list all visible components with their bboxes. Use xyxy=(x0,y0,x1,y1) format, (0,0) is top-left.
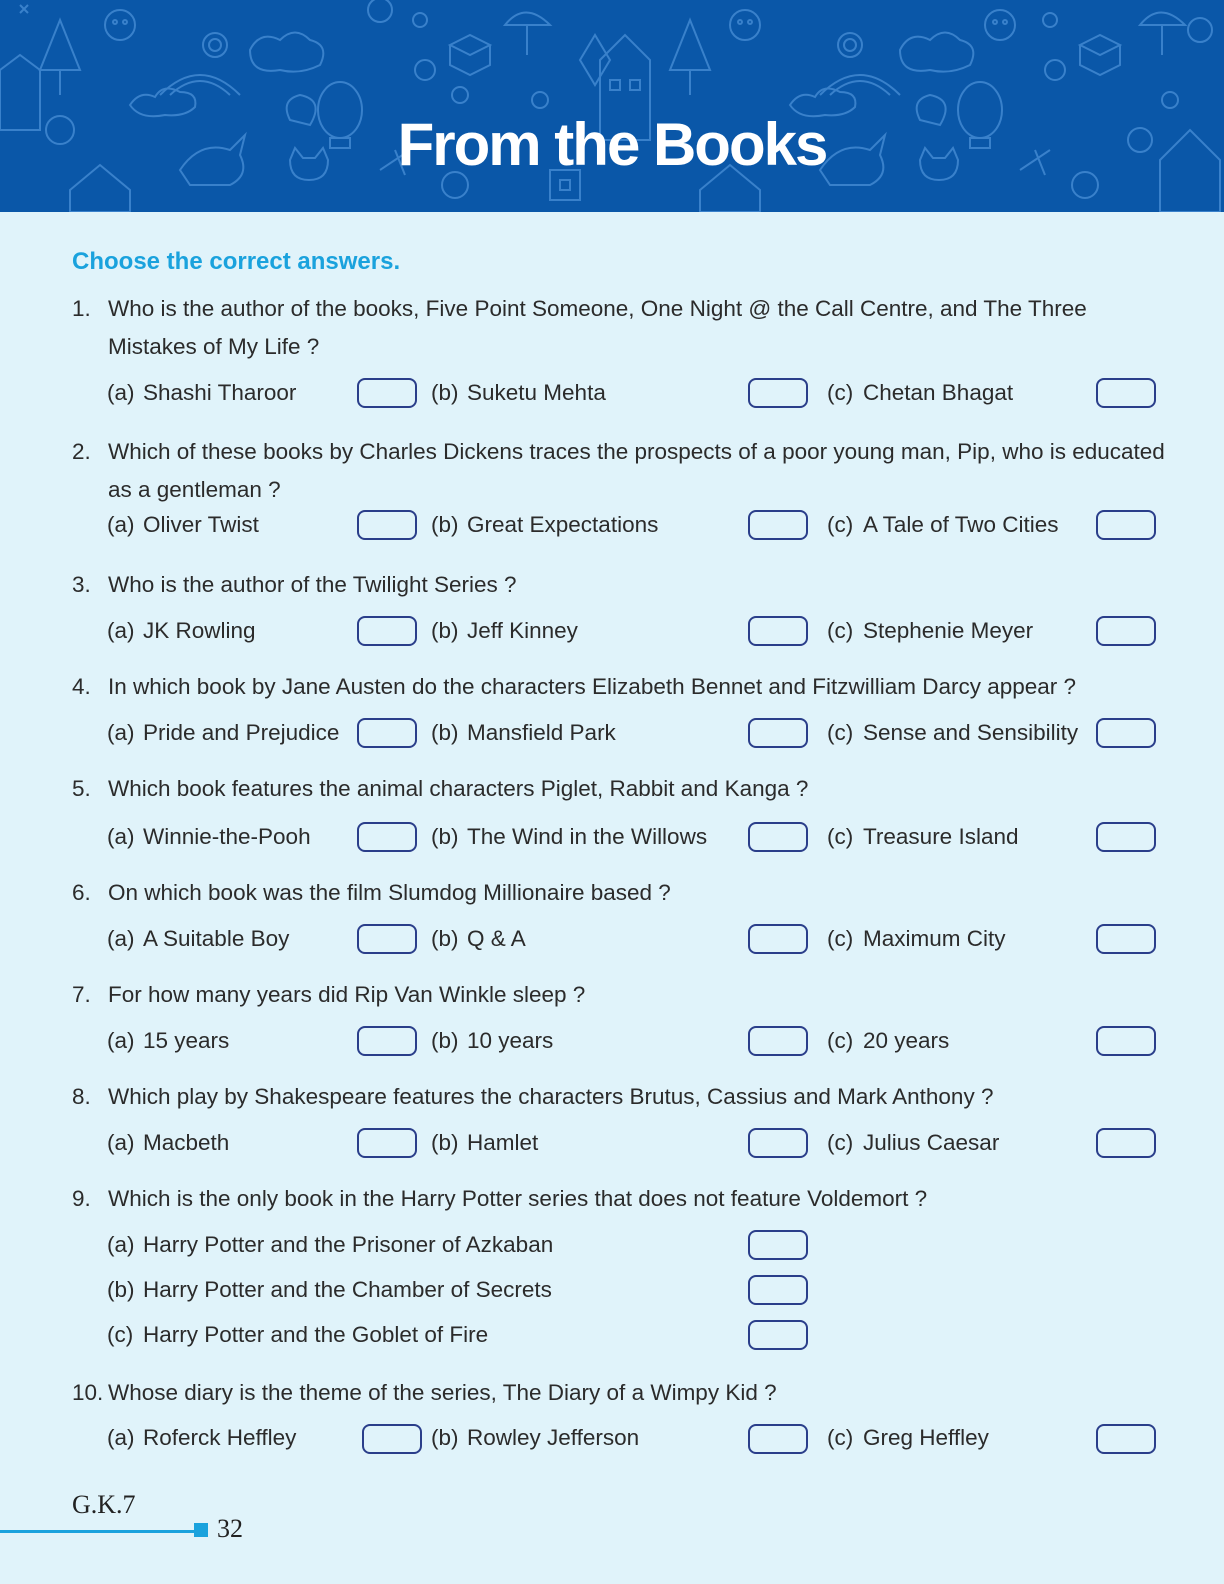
answer-box-5a[interactable] xyxy=(357,822,417,852)
answer-box-7c[interactable] xyxy=(1096,1026,1156,1056)
option-text: Oliver Twist xyxy=(143,512,259,537)
option-text: JK Rowling xyxy=(143,618,256,643)
answer-box-6b[interactable] xyxy=(748,924,808,954)
question-text: Who is the author of the Twilight Series ? xyxy=(108,572,517,597)
page-header xyxy=(0,0,1224,212)
option-8a xyxy=(107,1128,229,1158)
option-3c xyxy=(827,616,1033,646)
option-letter: (a) xyxy=(107,926,135,951)
option-letter: (a) xyxy=(107,618,135,643)
option-4a xyxy=(107,718,339,748)
option-letter: (a) xyxy=(107,1028,135,1053)
answer-box-3a[interactable] xyxy=(357,616,417,646)
option-4b xyxy=(431,718,616,748)
option-text: Julius Caesar xyxy=(863,1130,1000,1155)
question-number: 9. xyxy=(72,1186,91,1211)
option-letter: (b) xyxy=(431,926,459,951)
answer-box-4c[interactable] xyxy=(1096,718,1156,748)
option-5c xyxy=(827,822,1019,852)
option-letter: (b) xyxy=(107,1277,135,1302)
answer-box-9a[interactable] xyxy=(748,1230,808,1260)
option-9a xyxy=(107,1230,553,1260)
answer-box-1c[interactable] xyxy=(1096,378,1156,408)
option-text: Q & A xyxy=(467,926,526,951)
option-9c xyxy=(107,1320,488,1350)
option-letter: (a) xyxy=(107,1232,135,1257)
answer-box-2b[interactable] xyxy=(748,510,808,540)
answer-box-4a[interactable] xyxy=(357,718,417,748)
option-4c xyxy=(827,718,1078,748)
option-text: A Suitable Boy xyxy=(143,926,290,951)
book-code: G.K.7 xyxy=(72,1490,136,1519)
question-number: 1. xyxy=(72,296,91,321)
answer-box-2a[interactable] xyxy=(357,510,417,540)
option-text: Macbeth xyxy=(143,1130,230,1155)
option-letter: (c) xyxy=(827,618,854,643)
answer-box-6a[interactable] xyxy=(357,924,417,954)
option-letter: (c) xyxy=(827,1028,854,1053)
option-3a xyxy=(107,616,256,646)
option-text: Winnie-the-Pooh xyxy=(143,824,311,849)
option-text: Roferck Heffley xyxy=(143,1425,297,1450)
option-10b xyxy=(431,1423,639,1453)
option-3b xyxy=(431,616,578,646)
question-number: 10. xyxy=(72,1380,104,1405)
option-5b xyxy=(431,822,707,852)
footer-square-icon xyxy=(194,1523,208,1537)
option-letter: (a) xyxy=(107,512,135,537)
answer-box-3c[interactable] xyxy=(1096,616,1156,646)
answer-box-8c[interactable] xyxy=(1096,1128,1156,1158)
question-number: 6. xyxy=(72,880,91,905)
question-number: 7. xyxy=(72,982,91,1007)
option-letter: (c) xyxy=(107,1322,134,1347)
answer-box-5b[interactable] xyxy=(748,822,808,852)
option-letter: (c) xyxy=(827,1425,854,1450)
answer-box-2c[interactable] xyxy=(1096,510,1156,540)
option-1a xyxy=(107,378,296,408)
option-letter: (b) xyxy=(431,512,459,537)
question-text: Who is the author of the books, Five Point Someone, One Night @ the Call Centre, and The Three Mistakes of My Life ? xyxy=(108,296,1087,359)
option-text: Harry Potter and the Goblet of Fire xyxy=(143,1322,489,1347)
option-7c xyxy=(827,1026,949,1056)
option-5a xyxy=(107,822,311,852)
option-text: Treasure Island xyxy=(863,824,1019,849)
option-letter: (b) xyxy=(431,1130,459,1155)
option-text: Rowley Jefferson xyxy=(467,1425,640,1450)
option-1c xyxy=(827,378,1013,408)
answer-box-9b[interactable] xyxy=(748,1275,808,1305)
option-letter: (b) xyxy=(431,618,459,643)
option-text: Pride and Prejudice xyxy=(143,720,340,745)
option-8c xyxy=(827,1128,999,1158)
option-letter: (a) xyxy=(107,1130,135,1155)
answer-box-3b[interactable] xyxy=(748,616,808,646)
option-letter: (c) xyxy=(827,380,854,405)
footer-rule xyxy=(0,1530,194,1533)
option-text: Hamlet xyxy=(467,1130,539,1155)
option-7b xyxy=(431,1026,553,1056)
answer-box-10a[interactable] xyxy=(362,1424,422,1454)
question-text: Which play by Shakespeare features the characters Brutus, Cassius and Mark Anthony ? xyxy=(108,1084,994,1109)
option-letter: (a) xyxy=(107,824,135,849)
option-text: Maximum City xyxy=(863,926,1006,951)
option-letter: (b) xyxy=(431,720,459,745)
answer-box-10b[interactable] xyxy=(748,1424,808,1454)
answer-box-7a[interactable] xyxy=(357,1026,417,1056)
option-7a xyxy=(107,1026,229,1056)
option-9b xyxy=(107,1275,552,1305)
option-letter: (c) xyxy=(827,926,854,951)
answer-box-6c[interactable] xyxy=(1096,924,1156,954)
option-text: A Tale of Two Cities xyxy=(863,512,1059,537)
option-letter: (a) xyxy=(107,720,135,745)
question-number: 2. xyxy=(72,439,91,464)
option-letter: (c) xyxy=(827,1130,854,1155)
option-10c xyxy=(827,1423,989,1453)
option-text: The Wind in the Willows xyxy=(467,824,708,849)
option-2a xyxy=(107,510,259,540)
option-text: 10 years xyxy=(467,1028,554,1053)
doodle-pattern-icon xyxy=(0,0,1224,212)
question-text: Which is the only book in the Harry Potter series that does not feature Voldemort ? xyxy=(108,1186,928,1211)
answer-box-10c[interactable] xyxy=(1096,1424,1156,1454)
option-text: Stephenie Meyer xyxy=(863,618,1034,643)
option-letter: (c) xyxy=(827,824,854,849)
option-text: Chetan Bhagat xyxy=(863,380,1014,405)
option-text: Suketu Mehta xyxy=(467,380,606,405)
option-letter: (c) xyxy=(827,720,854,745)
option-letter: (a) xyxy=(107,380,135,405)
option-text: Great Expectations xyxy=(467,512,659,537)
option-letter: (b) xyxy=(431,1425,459,1450)
option-2c xyxy=(827,510,1059,540)
option-8b xyxy=(431,1128,538,1158)
answer-box-8a[interactable] xyxy=(357,1128,417,1158)
option-letter: (a) xyxy=(107,1425,135,1450)
option-letter: (b) xyxy=(431,1028,459,1053)
option-text: Shashi Tharoor xyxy=(143,380,297,405)
page-number: 32 xyxy=(217,1514,243,1543)
answer-box-7b[interactable] xyxy=(748,1026,808,1056)
option-letter: (c) xyxy=(827,512,854,537)
option-6c xyxy=(827,924,1006,954)
answer-box-4b[interactable] xyxy=(748,718,808,748)
answer-box-5c[interactable] xyxy=(1096,822,1156,852)
question-number: 5. xyxy=(72,776,91,801)
option-6b xyxy=(431,924,526,954)
option-text: Greg Heffley xyxy=(863,1425,989,1450)
question-number: 3. xyxy=(72,572,91,597)
answer-box-1a[interactable] xyxy=(357,378,417,408)
question-text: On which book was the film Slumdog Millionaire based ? xyxy=(108,880,671,905)
option-text: Harry Potter and the Prisoner of Azkaban xyxy=(143,1232,554,1257)
question-text: Which of these books by Charles Dickens traces the prospects of a poor young man, Pip, who is educated as a gentleman ? xyxy=(108,439,1165,502)
option-text: Mansfield Park xyxy=(467,720,616,745)
option-text: 20 years xyxy=(863,1028,950,1053)
answer-box-9c[interactable] xyxy=(748,1320,808,1350)
question-number: 4. xyxy=(72,674,91,699)
question-text: In which book by Jane Austen do the characters Elizabeth Bennet and Fitzwilliam Darcy appear ? xyxy=(108,674,1077,699)
option-text: Jeff Kinney xyxy=(467,618,578,643)
instruction-text: Choose the correct answers. xyxy=(72,248,401,275)
option-letter: (b) xyxy=(431,824,459,849)
option-text: 15 years xyxy=(143,1028,230,1053)
option-6a xyxy=(107,924,289,954)
question-text: For how many years did Rip Van Winkle sleep ? xyxy=(108,982,586,1007)
option-text: Harry Potter and the Chamber of Secrets xyxy=(143,1277,552,1302)
question-text: Whose diary is the theme of the series, The Diary of a Wimpy Kid ? xyxy=(108,1380,777,1405)
option-letter: (b) xyxy=(431,380,459,405)
option-1b xyxy=(431,378,606,408)
answer-box-8b[interactable] xyxy=(748,1128,808,1158)
option-2b xyxy=(431,510,658,540)
option-10a xyxy=(107,1423,296,1453)
page-title: From the Books xyxy=(397,111,827,178)
question-number: 8. xyxy=(72,1084,91,1109)
option-text: Sense and Sensibility xyxy=(863,720,1079,745)
question-text: Which book features the animal characters Piglet, Rabbit and Kanga ? xyxy=(108,776,809,801)
answer-box-1b[interactable] xyxy=(748,378,808,408)
